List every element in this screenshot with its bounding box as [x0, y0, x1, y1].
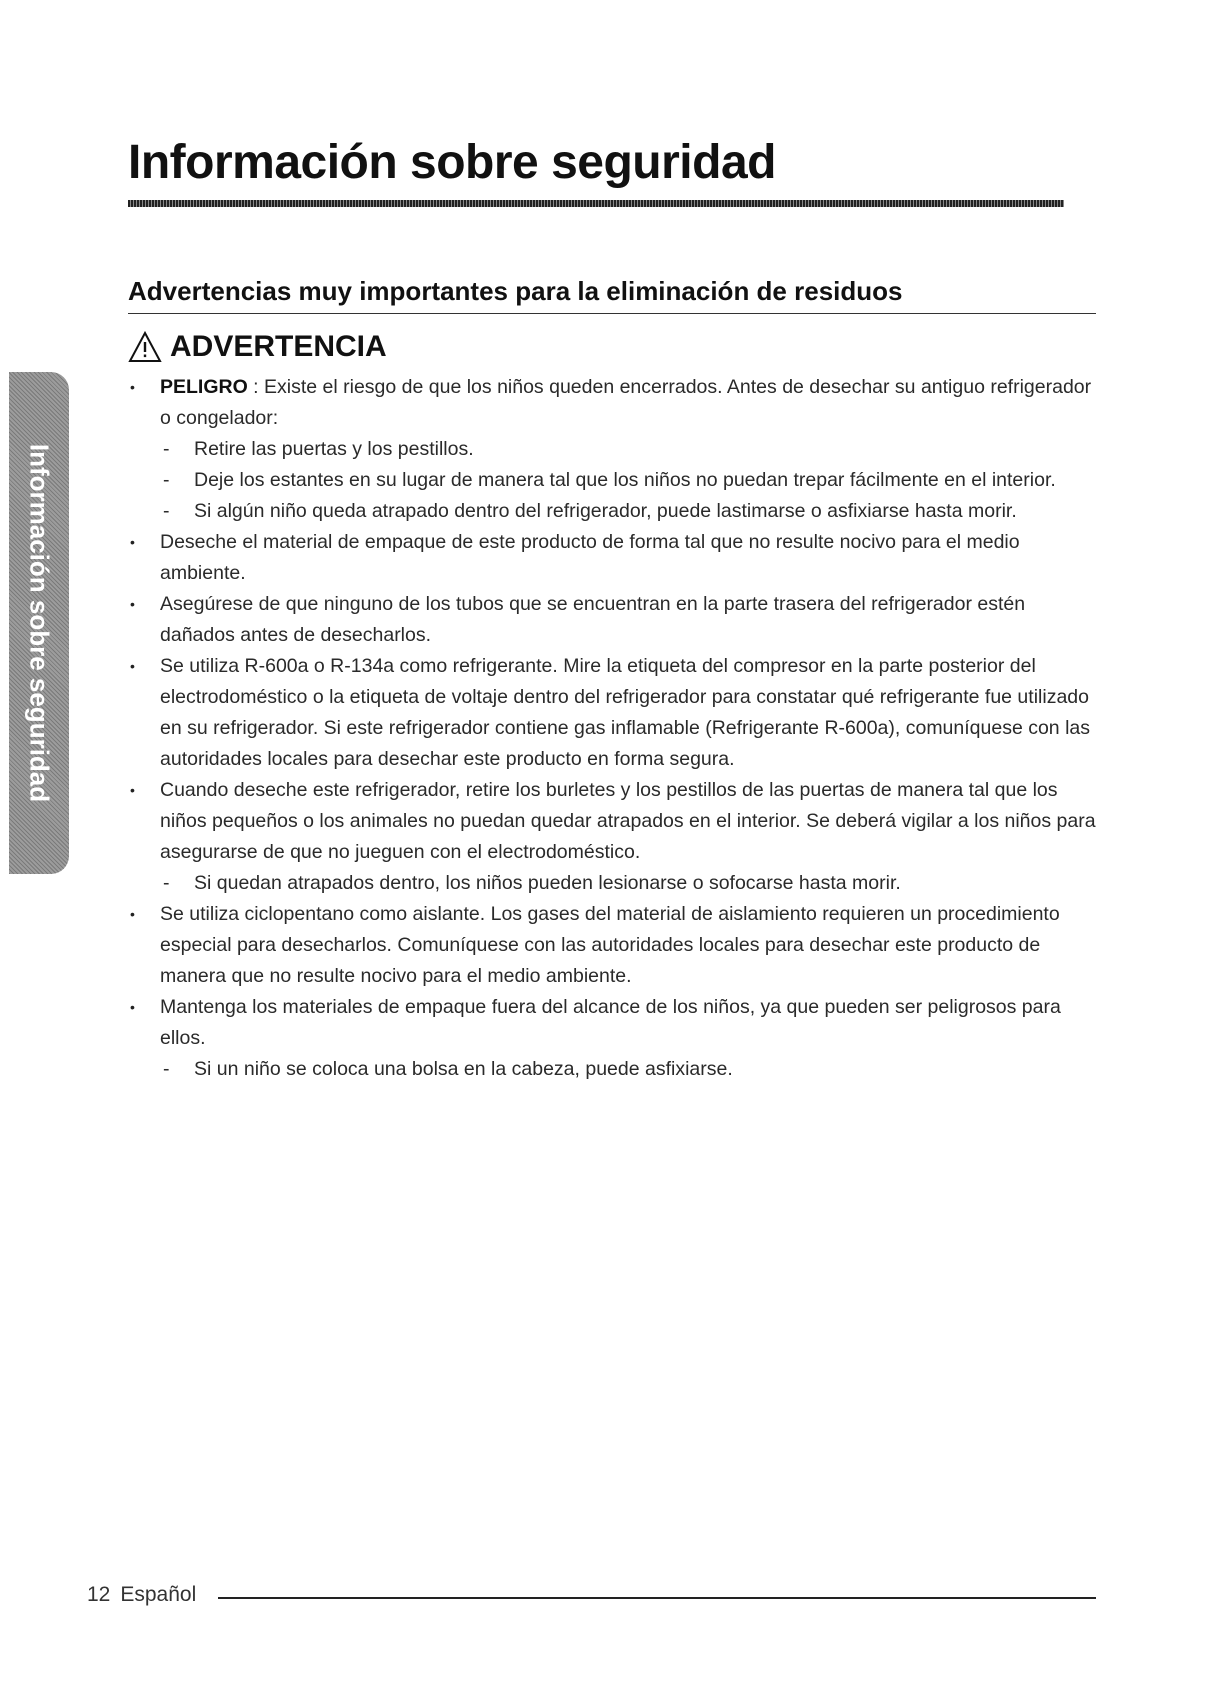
warning-content	[128, 372, 1096, 1085]
warning-triangle-icon	[128, 331, 162, 363]
footer-rule	[218, 1597, 1096, 1599]
side-tab	[9, 372, 69, 874]
bullet-icon: •	[130, 999, 135, 1015]
sub-item-text: Retire las puertas y los pestillos.	[194, 438, 474, 460]
bullet-icon: •	[130, 596, 135, 612]
section-underline	[128, 313, 1096, 314]
list-item	[128, 651, 1096, 775]
sub-list-item	[128, 465, 1096, 496]
item-text: Cuando deseche este refrigerador, retire los burletes y los pestillos de las puertas de manera tal que los niños pequeños o los animales no puedan quedar atrapados en el interior. Se deberá vigilar a los niños para asegurarse de que no jueguen con el electrodoméstico.	[160, 779, 1096, 863]
bullet-icon: •	[130, 782, 135, 798]
sub-item-text: Si quedan atrapados dentro, los niños pueden lesionarse o sofocarse hasta morir.	[194, 872, 901, 894]
sub-item-text: Deje los estantes en su lugar de manera tal que los niños no puedan trepar fácilmente en el interior.	[194, 469, 1056, 491]
page-title: Información sobre seguridad	[128, 136, 776, 189]
dash-icon: -	[163, 1058, 170, 1080]
item-text: Deseche el material de empaque de este producto de forma tal que no resulte nocivo para el medio ambiente.	[160, 531, 1020, 584]
warning-list	[128, 372, 1096, 1085]
warning-header	[128, 330, 387, 364]
list-item	[128, 589, 1096, 651]
bullet-icon: •	[130, 534, 135, 550]
dash-icon: -	[163, 872, 170, 894]
item-text: Asegúrese de que ninguno de los tubos que se encuentran en la parte trasera del refrigerador estén dañados antes de desecharlos.	[160, 593, 1026, 646]
dash-icon: -	[163, 438, 170, 460]
footer	[87, 1583, 196, 1607]
sub-item-text: Si un niño se coloca una bolsa en la cabeza, puede asfixiarse.	[194, 1058, 733, 1080]
bullet-icon: •	[130, 379, 135, 395]
dash-icon: -	[163, 500, 170, 522]
list-item	[128, 992, 1096, 1054]
title-underline	[128, 200, 1064, 207]
section-heading: Advertencias muy importantes para la eliminación de residuos	[128, 276, 903, 306]
list-item	[128, 775, 1096, 868]
dash-icon: -	[163, 469, 170, 491]
sub-list-item	[128, 868, 1096, 899]
item-text: : Existe el riesgo de que los niños queden encerrados. Antes de desechar su antiguo refrigerador o congelador:	[160, 376, 1092, 429]
list-item	[128, 899, 1096, 992]
bullet-icon: •	[130, 906, 135, 922]
item-text: Mantenga los materiales de empaque fuera del alcance de los niños, ya que pueden ser peligrosos para ellos.	[160, 996, 1061, 1049]
sub-list-item	[128, 1054, 1096, 1085]
sub-item-text: Si algún niño queda atrapado dentro del refrigerador, puede lastimarse o asfixiarse hasta morir.	[194, 500, 1017, 522]
sub-list-item	[128, 496, 1096, 527]
side-tab-label: Información sobre seguridad	[24, 443, 55, 803]
item-text: Se utiliza R-600a o R-134a como refrigerante. Mire la etiqueta del compresor en la parte posterior del electrodoméstico o la etiqueta de voltaje dentro del refrigerador para constatar qué refrigerante fue utilizado en su refrigerador. Si este refrigerador contiene gas inflamable (Refrigerante R-600a), comuníquese con las autoridades locales para desechar este producto en forma segura.	[160, 655, 1091, 770]
page-number: 12	[87, 1583, 111, 1606]
item-lead: PELIGRO	[160, 376, 248, 398]
footer-language: Español	[120, 1583, 197, 1606]
bullet-icon: •	[130, 658, 135, 674]
warning-label: ADVERTENCIA	[170, 330, 387, 363]
list-item	[128, 527, 1096, 589]
item-text: Se utiliza ciclopentano como aislante. Los gases del material de aislamiento requieren un procedimiento especial para desecharlos. Comuníquese con las autoridades locales para desechar este producto de manera que no resulte nocivo para el medio ambiente.	[160, 903, 1060, 987]
sub-list-item	[128, 434, 1096, 465]
list-item	[128, 372, 1096, 434]
